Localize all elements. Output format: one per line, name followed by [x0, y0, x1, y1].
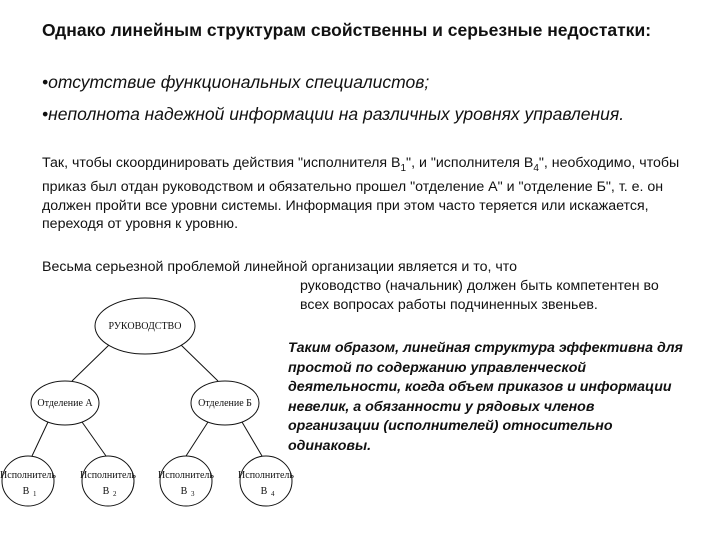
executor-2-label: Исполнитель: [80, 470, 136, 481]
conclusion-text: Таким образом, линейная структура эффективна для простой по содержанию управленческой деятельности, когда объем приказов и информации невелик, а обязанности у рядовых членов организации (исполнителей) относительно одинаковы.: [288, 340, 683, 454]
department-a-label: Отделение А: [37, 398, 93, 409]
paragraph-coordination-part1: Так, чтобы скоординировать действия "исполнителя В: [42, 155, 401, 171]
executor-1-letter: В: [22, 486, 30, 497]
paragraph-problem-rest: руководство (начальник) должен быть компетентен во всех вопросах работы подчиненных звеньев.: [300, 278, 659, 313]
connector-root-dept-a: [72, 344, 110, 381]
paragraph-coordination-part3: ", необходимо, чтобы приказ был отдан руководством и обязательно прошел "отделение А" и "отделение Б", т. е. он должен пройти все уровни системы. Информация при этом часто теряется или искажается, переходя от уровня к уровню.: [42, 155, 680, 233]
executor-1-label: Исполнитель: [0, 470, 56, 481]
root-node-label: РУКОВОДСТВО: [108, 321, 182, 332]
executor-3-label: Исполнитель: [158, 470, 214, 481]
paragraph-coordination-part2: ", и "исполнителя В: [406, 155, 534, 171]
org-structure-diagram: [0, 288, 300, 538]
connector-dept-a-exec-2: [82, 422, 106, 456]
executor-node-2: [80, 456, 136, 506]
heading: Однако линейным структурам свойственны и серьезные недостатки:: [42, 20, 652, 40]
executor-2-shape: [82, 456, 134, 506]
connector-dept-a-exec-1: [32, 422, 48, 456]
executor-1-number: 1: [33, 490, 37, 498]
connector-root-dept-b: [180, 344, 218, 381]
department-b-label: Отделение Б: [198, 398, 252, 409]
executor-1-shape: [2, 456, 54, 506]
executor-4-shape: [240, 456, 292, 506]
executor-3-number: 3: [191, 490, 195, 498]
executor-2-number: 2: [113, 490, 117, 498]
executor-3-letter: В: [180, 486, 188, 497]
executor-4-letter: В: [260, 486, 268, 497]
bullet-incomplete-info: •неполнота надежной информации на различных уровнях управления.: [42, 104, 625, 124]
executor-4-number: 4: [271, 490, 275, 498]
executor-node-3: [158, 456, 214, 506]
connector-dept-b-exec-4: [242, 422, 262, 456]
connector-dept-b-exec-3: [186, 422, 208, 456]
subscript-1: 1: [400, 162, 407, 174]
paragraph-coordination: [42, 154, 692, 234]
subscript-4: 4: [533, 162, 539, 174]
bullet-no-specialists: •отсутствие функциональных специалистов;: [42, 72, 430, 92]
executor-2-letter: В: [102, 486, 110, 497]
executor-node-4: [238, 456, 294, 506]
paragraph-problem-line1: Весьма серьезной проблемой линейной организации является и то, что: [42, 259, 517, 275]
executor-node-1: [0, 456, 56, 506]
executor-4-label: Исполнитель: [238, 470, 294, 481]
executor-3-shape: [160, 456, 212, 506]
